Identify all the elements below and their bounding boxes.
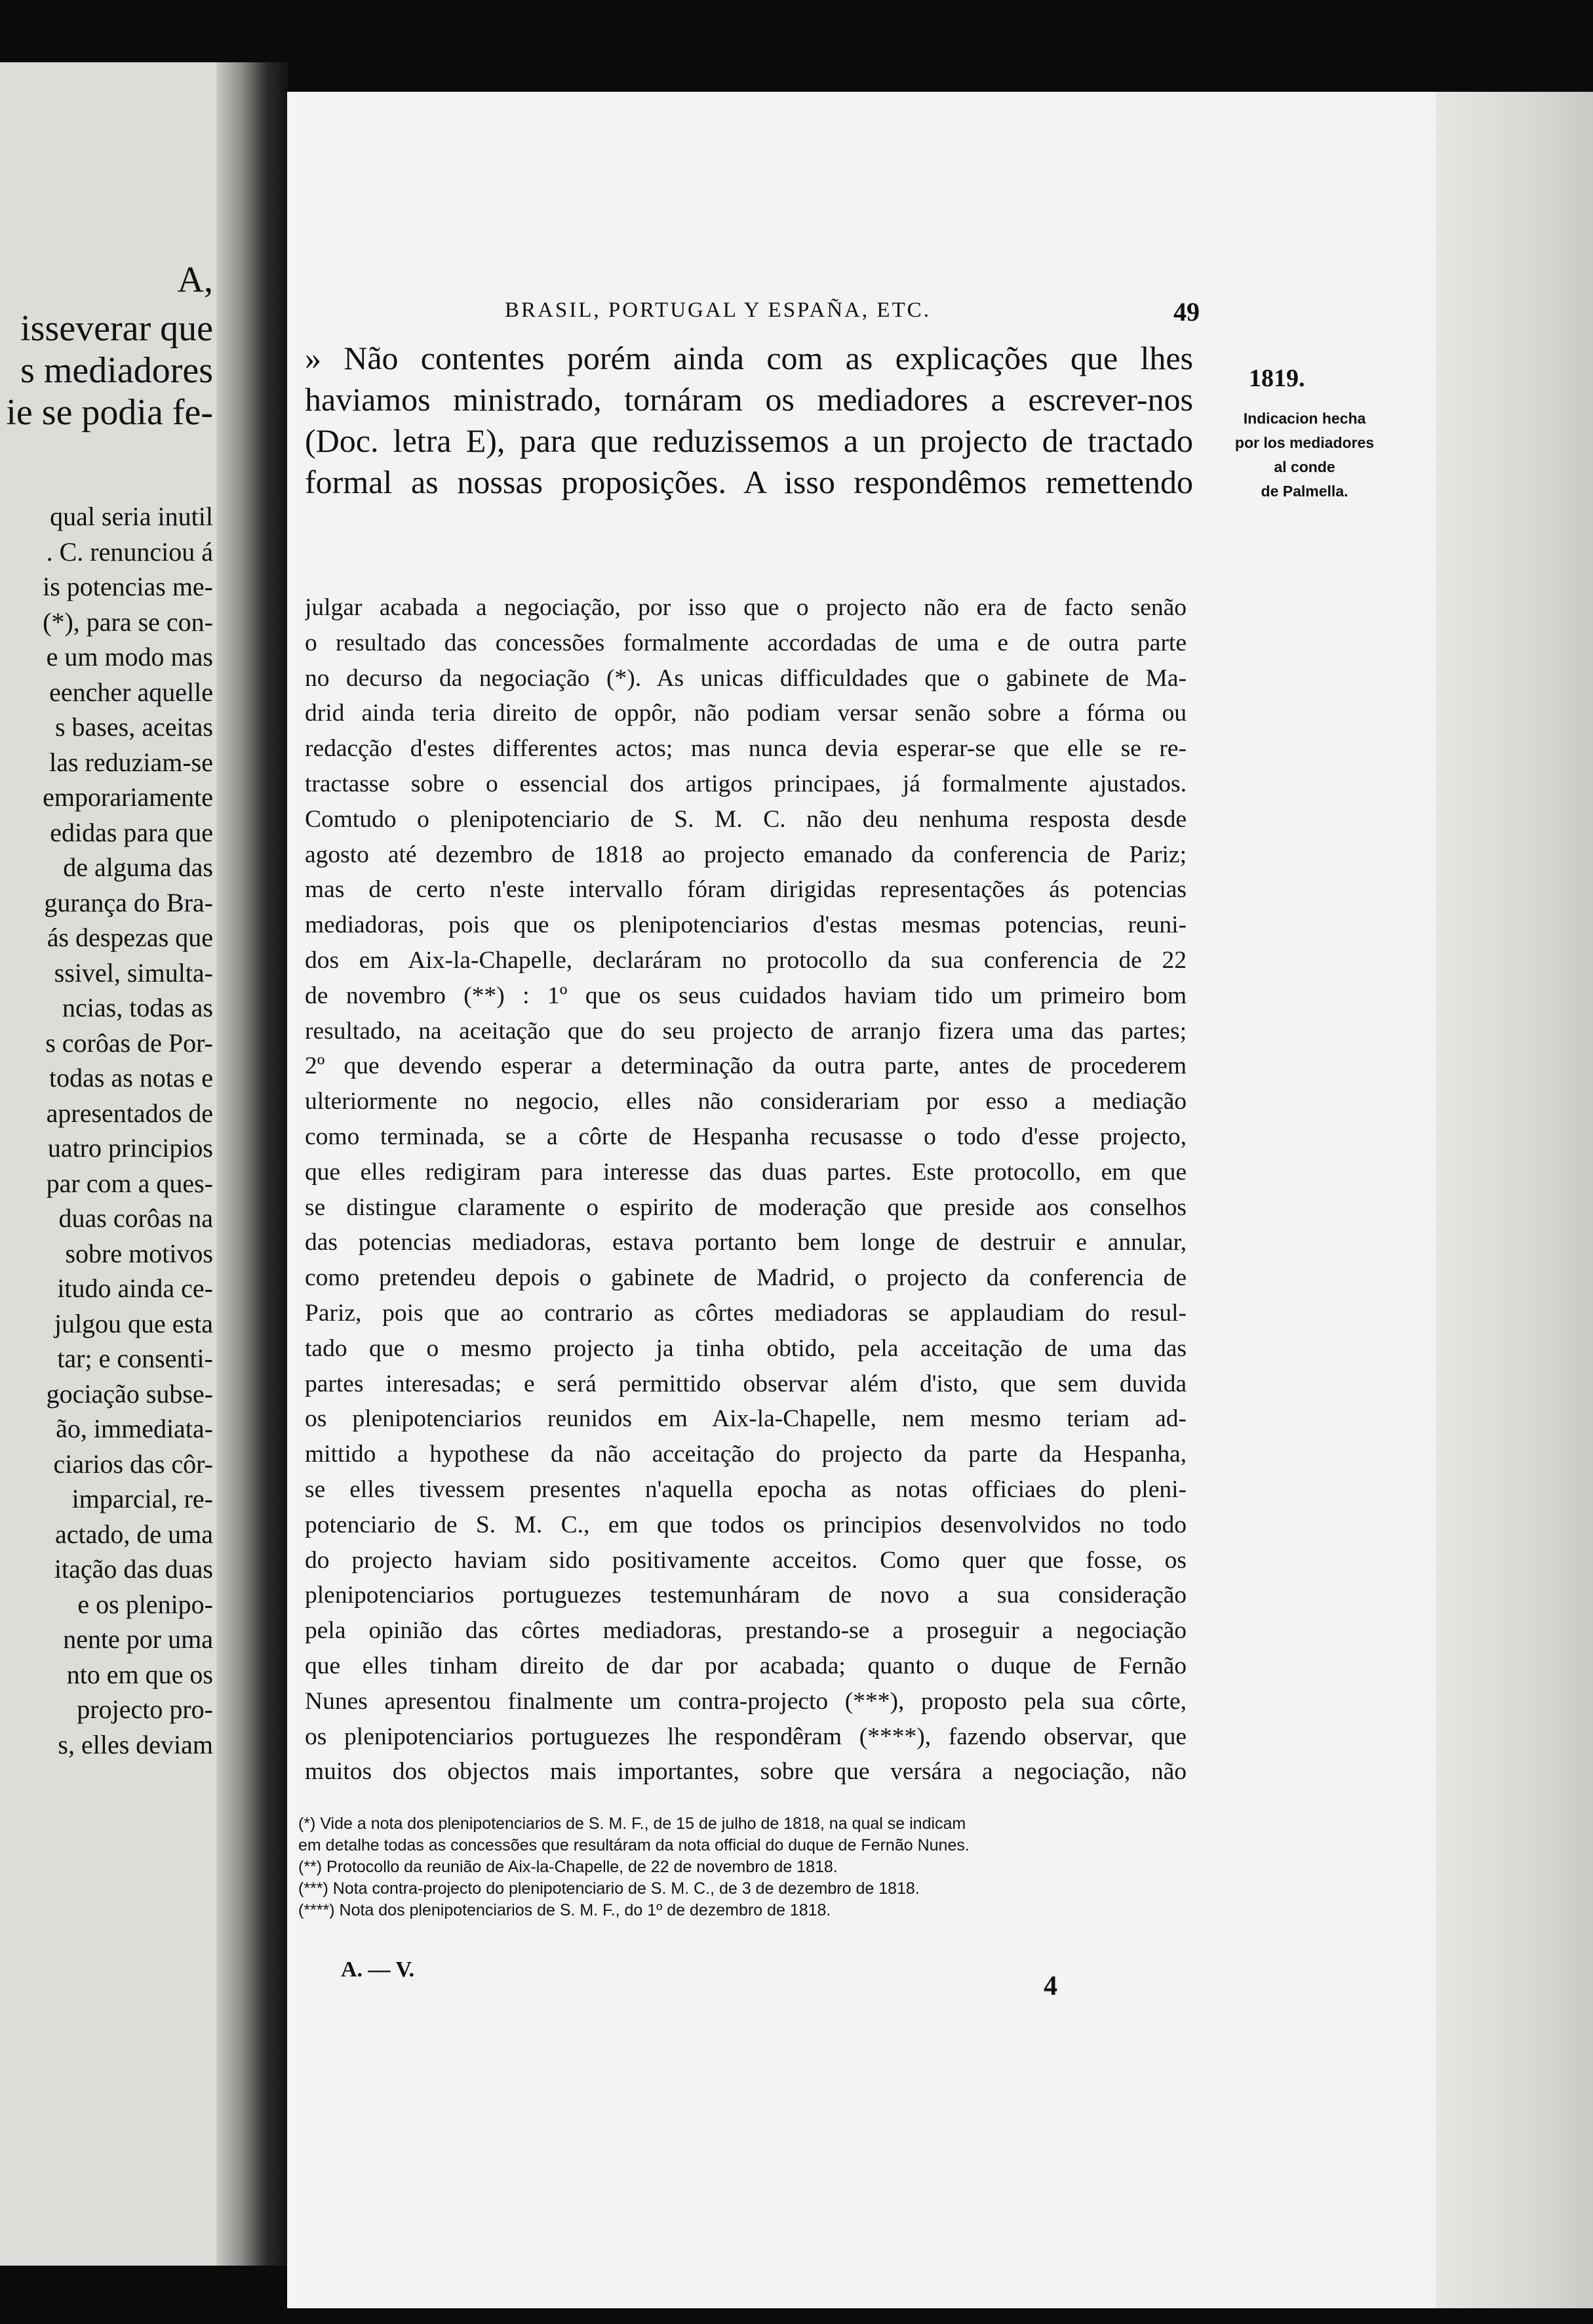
- left-line: tar; e consenti-: [57, 1344, 213, 1373]
- body-line: resultado, na aceitação que do seu projecto de arranjo fizera uma das partes;: [305, 1017, 1187, 1045]
- left-line: las reduziam-se: [49, 747, 213, 777]
- left-line: par com a ques-: [46, 1168, 213, 1198]
- left-line: uatro principios: [47, 1133, 213, 1163]
- left-line: emporariamente: [43, 782, 213, 812]
- left-page-text: [0, 259, 213, 1762]
- body-line: das potencias mediadoras, estava portanto bem longe de destruir e annular,: [305, 1229, 1187, 1256]
- left-line: s, elles deviam: [58, 1729, 213, 1759]
- book-gutter: [216, 62, 288, 2266]
- body-line: se distingue claramente o espirito de moderação que preside aos conselhos: [305, 1193, 1187, 1221]
- body-line: plenipotenciarios portuguezes testemunháram de novo a sua consideração: [305, 1582, 1187, 1609]
- left-line: ncias, todas as: [62, 993, 213, 1022]
- body-line: 2º que devendo esperar a determinação da outra parte, antes de procederem: [305, 1052, 1187, 1080]
- left-line: itudo ainda ce-: [57, 1273, 213, 1303]
- left-line: . C. renunciou á: [46, 536, 213, 567]
- body-line: tractasse sobre o essencial dos artigos principaes, já formalmente ajustados.: [305, 770, 1187, 797]
- left-line: nto em que os: [66, 1659, 213, 1689]
- footnote-line: (*) Vide a nota dos plenipotenciarios de S. M. F., de 15 de julho de 1818, na qual se indicam: [298, 1814, 966, 1833]
- body-line: Pariz, pois que ao contrario as côrtes mediadoras se applaudiam do resul-: [305, 1299, 1187, 1327]
- left-line: julgou que esta: [54, 1308, 213, 1338]
- left-line: todas as notas e: [49, 1063, 213, 1092]
- footnote-line: em detalhe todas as concessões que resultáram da nota official do duque de Fernão Nunes.: [298, 1836, 970, 1854]
- intro-line: » Não contentes porém ainda com as explicações que lhes: [305, 340, 1193, 376]
- body-line: que elles redigiram para interesse das duas partes. Este protocollo, em que: [305, 1158, 1187, 1186]
- left-line: isseverar que: [20, 308, 213, 349]
- running-header: BRASIL, PORTUGAL Y ESPAÑA, ETC.: [505, 298, 931, 322]
- footnote-line: (**) Protocollo da reunião de Aix-la-Chapelle, de 22 de novembro de 1818.: [298, 1858, 838, 1876]
- body-line: mediadoras, pois que os plenipotenciarios d'estas mesmas potencias, reuni-: [305, 912, 1187, 939]
- body-line: agosto até dezembro de 1818 ao projecto emanado da conferencia de Pariz;: [305, 841, 1187, 868]
- left-line: nente por uma: [63, 1624, 213, 1654]
- signature-mark: A. — V.: [341, 1957, 415, 1982]
- body-line: no decurso da negociação (*). As unicas difficuldades que o gabinete de Ma-: [305, 664, 1187, 692]
- intro-line: (Doc. letra E), para que reduzissemos a un projecto de tractado: [305, 422, 1193, 459]
- left-line: (*), para se con-: [43, 607, 213, 637]
- left-line: duas corôas na: [58, 1203, 213, 1233]
- margin-note-line: de Palmella.: [1261, 483, 1348, 500]
- body-line: se elles tivessem presentes n'aquella epocha as notas officiaes do pleni-: [305, 1475, 1187, 1503]
- left-line: s bases, aceitas: [54, 712, 213, 742]
- intro-line: haviamos ministrado, tornáram os mediadores a escrever-nos: [305, 381, 1193, 418]
- left-line: s corôas de Por-: [45, 1028, 213, 1058]
- left-line: gociação subse-: [46, 1378, 213, 1409]
- left-line: ás despezas que: [47, 923, 213, 952]
- margin-note-line: por los mediadores: [1234, 434, 1375, 451]
- left-line: is potencias me-: [43, 572, 213, 601]
- body-line: pela opinião das côrtes mediadoras, prestando-se a proseguir a negociação: [305, 1617, 1187, 1645]
- intro-paragraph: [305, 338, 1193, 503]
- intro-line: formal as nossas proposições. A isso respondêmos remettendo: [305, 464, 1193, 500]
- margin-year: 1819.: [1249, 365, 1305, 392]
- left-line: itação das duas: [54, 1554, 213, 1584]
- left-line: ie se podia fe-: [6, 392, 213, 433]
- page-edge: [1436, 92, 1593, 2308]
- left-line: ciarios das côr-: [53, 1449, 213, 1479]
- body-line: partes interesadas; e será permittido observar além d'isto, que sem duvida: [305, 1370, 1187, 1397]
- footnote-line: (***) Nota contra-projecto do plenipotenciario de S. M. C., de 3 de dezembro de 1818.: [298, 1879, 920, 1898]
- footnote-line: (****) Nota dos plenipotenciarios de S. M. F., do 1º de dezembro de 1818.: [298, 1901, 831, 1919]
- left-line: e um modo mas: [46, 642, 213, 671]
- sheet-number: 4: [1044, 1971, 1057, 2001]
- body-line: que elles tinham direito de dar por acabada; quanto o duque de Fernão: [305, 1652, 1187, 1679]
- body-line: dos em Aix-la-Chapelle, declaráram no protocollo da sua conferencia de 22: [305, 946, 1187, 974]
- left-line: gurança do Bra-: [44, 887, 213, 917]
- left-line: e os plenipo-: [77, 1589, 213, 1619]
- left-line: qual seria inutil: [50, 502, 213, 531]
- body-line: muitos dos objectos mais importantes, sobre que versára a negociação, não: [305, 1758, 1187, 1786]
- body-line: de novembro (**) : 1º que os seus cuidados haviam tido um primeiro bom: [305, 982, 1187, 1009]
- body-line: Nunes apresentou finalmente um contra-projecto (***), proposto pela sua côrte,: [305, 1687, 1187, 1715]
- left-line: imparcial, re-: [71, 1484, 213, 1513]
- body-line: os plenipotenciarios reunidos em Aix-la-Chapelle, nem mesmo teriam ad-: [305, 1405, 1187, 1433]
- body-line: tado que o mesmo projecto ja tinha obtido, pela acceitação de uma das: [305, 1334, 1187, 1362]
- left-line: ão, immediata-: [56, 1414, 213, 1443]
- left-line: apresentados de: [46, 1098, 213, 1128]
- page-number: 49: [1173, 297, 1200, 327]
- body-line: do projecto haviam sido positivamente acceitos. Como quer que fosse, os: [305, 1546, 1187, 1574]
- left-line: s mediadores: [20, 350, 213, 391]
- left-line: actado, de uma: [55, 1519, 213, 1549]
- body-line: como pretendeu depois o gabinete de Madrid, o projecto da conferencia de: [305, 1264, 1187, 1292]
- body-line: drid ainda teria direito de oppôr, não podiam versar senão sobre a fórma ou: [305, 700, 1187, 727]
- body-line: Comtudo o plenipotenciario de S. M. C. não deu nenhuma resposta desde: [305, 805, 1187, 833]
- body-line: mas de certo n'este intervallo fóram dirigidas representações ás potencias: [305, 876, 1187, 904]
- margin-note-line: al conde: [1274, 458, 1335, 475]
- left-line: sobre motivos: [65, 1238, 213, 1268]
- body-line: potenciario de S. M. C., em que todos os principios desenvolvidos no todo: [305, 1511, 1187, 1538]
- left-line: projecto pro-: [77, 1694, 213, 1724]
- left-line: ssivel, simulta-: [54, 957, 213, 988]
- body-line: julgar acabada a negociação, por isso que o projecto não era de facto senão: [305, 594, 1187, 621]
- body-line: redacção d'estes differentes actos; mas nunca devia esperar-se que elle se re-: [305, 735, 1187, 763]
- body-line: ulteriormente no negocio, elles não considerariam por esso a mediação: [305, 1088, 1187, 1115]
- left-line: eencher aquelle: [49, 677, 213, 707]
- body-line: mittido a hypothese da não acceitação do projecto da parte da Hespanha,: [305, 1441, 1187, 1468]
- body-line: os plenipotenciarios portuguezes lhe respondêram (****), fazendo observar, que: [305, 1723, 1187, 1750]
- margin-note-line: Indicacion hecha: [1243, 410, 1366, 427]
- body-line: o resultado das concessões formalmente accordadas de uma e de outra parte: [305, 629, 1187, 656]
- body-text: [305, 590, 1187, 1790]
- left-line: edidas para que: [50, 817, 213, 847]
- left-line: de alguma das: [63, 852, 213, 882]
- margin-note: [1206, 407, 1403, 504]
- left-line: A,: [177, 260, 213, 300]
- footnotes: [298, 1813, 1190, 1921]
- body-line: como terminada, se a côrte de Hespanha recusasse o todo d'esse projecto,: [305, 1123, 1187, 1150]
